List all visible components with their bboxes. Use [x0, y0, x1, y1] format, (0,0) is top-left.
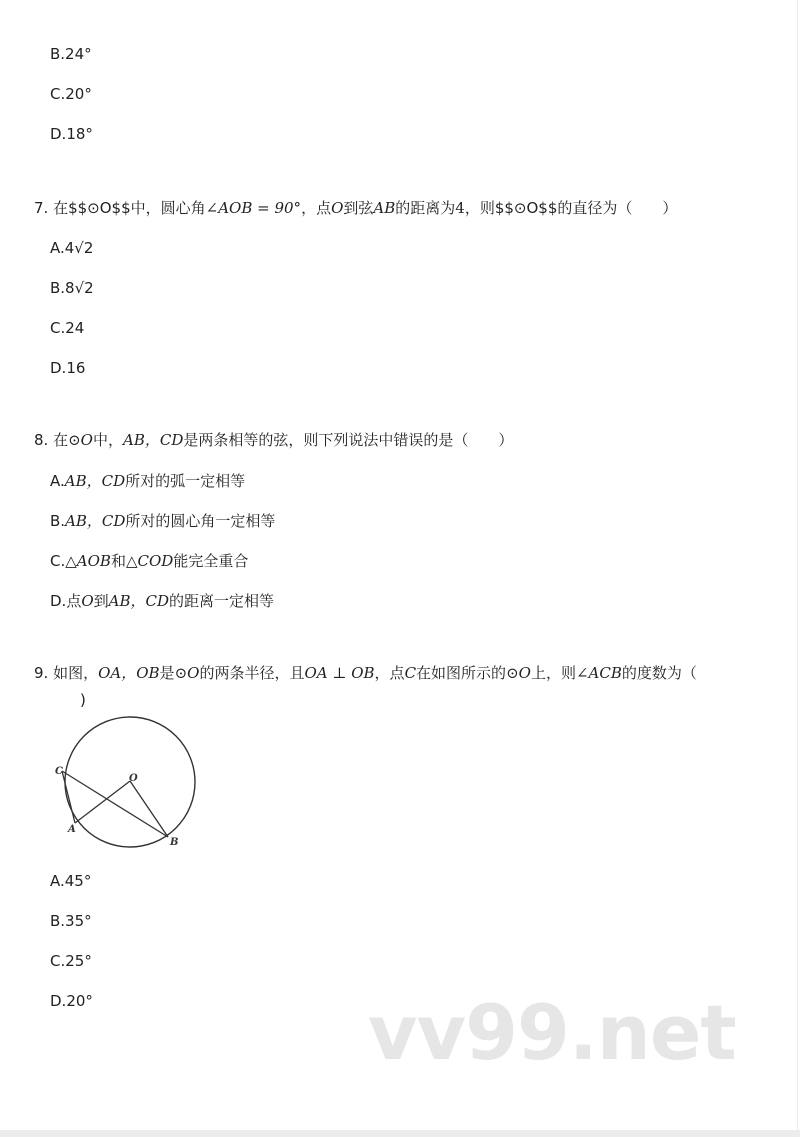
q7-math: 4	[455, 199, 465, 217]
q9-math: C	[404, 664, 417, 682]
chord-cb	[62, 771, 168, 837]
q9-text: 在如图所示的	[416, 664, 507, 682]
q7-math: AB	[373, 199, 396, 217]
q9-math: ⊙O	[506, 664, 531, 682]
q8-option-a	[50, 471, 245, 491]
q7-option-d: D.16	[50, 359, 86, 377]
q8-math: AB，CD	[122, 431, 184, 449]
q7-text: 的距离为	[395, 199, 456, 217]
label-a: A	[68, 824, 76, 835]
option-math: AB，CD	[108, 592, 170, 610]
q8-option-b	[50, 511, 275, 531]
option-text: 的距离一定相等	[169, 592, 275, 610]
q8-text: 是两条相等的弦，则下列说法中错误的是（ ）	[183, 431, 514, 449]
option-math: △AOB	[65, 552, 111, 570]
q9-text: 是	[159, 664, 175, 682]
option-math: AB，CD	[65, 512, 126, 530]
q9-math: ⊙O	[174, 664, 200, 682]
option-text: 所对的弧一定相等	[125, 472, 246, 490]
q7-option-c: C.24	[50, 319, 85, 337]
q9-text: 上，则	[530, 664, 576, 682]
q7-math: ∠AOB = 90°	[205, 199, 302, 217]
q9-math: OA，OB	[98, 664, 160, 682]
q9-text: 的两条半径，且	[199, 664, 305, 682]
q8-stem	[34, 430, 513, 450]
option-math: AB，CD	[64, 472, 126, 490]
q7-text: 7. 在$$⊙O$$中，圆心角	[34, 199, 206, 217]
q9-stem	[34, 663, 697, 683]
label-b: B	[170, 837, 179, 848]
q7-text: ，则$$⊙O$$的直径为（ ）	[464, 199, 678, 217]
q9-option-b: B.35°	[50, 912, 92, 930]
q6-option-c: C.20°	[50, 85, 92, 103]
q9-math: ∠ACB	[575, 664, 622, 682]
option-text: D.点	[50, 592, 82, 610]
option-text: A.	[50, 472, 65, 490]
option-text: C.	[50, 552, 66, 570]
q7-text: 到弦	[343, 199, 374, 217]
page-bottom-edge	[0, 1130, 800, 1137]
q9-circle-figure	[50, 712, 210, 857]
option-text: 能完全重合	[173, 552, 249, 570]
q9-text: ，点	[374, 664, 405, 682]
chord-ca	[62, 771, 75, 823]
q8-option-c	[50, 551, 248, 571]
q7-option-a: A.4√2	[50, 239, 94, 257]
q8-option-d	[50, 591, 274, 611]
q8-text: 8. 在	[34, 431, 69, 449]
q9-math: OA ⊥ OB	[304, 664, 375, 682]
watermark: vv99.net	[368, 988, 736, 1077]
q9-option-c: C.25°	[50, 952, 92, 970]
q7-math: O	[331, 199, 344, 217]
q7-option-b: B.8√2	[50, 279, 94, 297]
q6-option-b: B.24°	[50, 45, 92, 63]
q9-option-a: A.45°	[50, 872, 92, 890]
label-o: O	[129, 773, 138, 784]
q8-math: ⊙O	[68, 431, 93, 449]
option-text: 到	[93, 592, 109, 610]
option-text: B.	[50, 512, 66, 530]
q9-text: 9. 如图，	[34, 664, 99, 682]
option-math: △COD	[125, 552, 174, 570]
radius-ob	[130, 781, 168, 837]
q7-stem	[34, 198, 677, 218]
q9-stem-close: )	[80, 691, 86, 709]
radius-oa	[75, 781, 130, 823]
q9-text: 的度数为（	[621, 664, 697, 682]
option-text: 和	[110, 552, 126, 570]
option-math: O	[81, 592, 94, 610]
q9-option-d: D.20°	[50, 992, 93, 1010]
q7-text: ，点	[301, 199, 332, 217]
option-text: 所对的圆心角一定相等	[125, 512, 276, 530]
q6-option-d: D.18°	[50, 125, 93, 143]
label-c: C	[55, 766, 63, 777]
q8-text: 中，	[92, 431, 123, 449]
